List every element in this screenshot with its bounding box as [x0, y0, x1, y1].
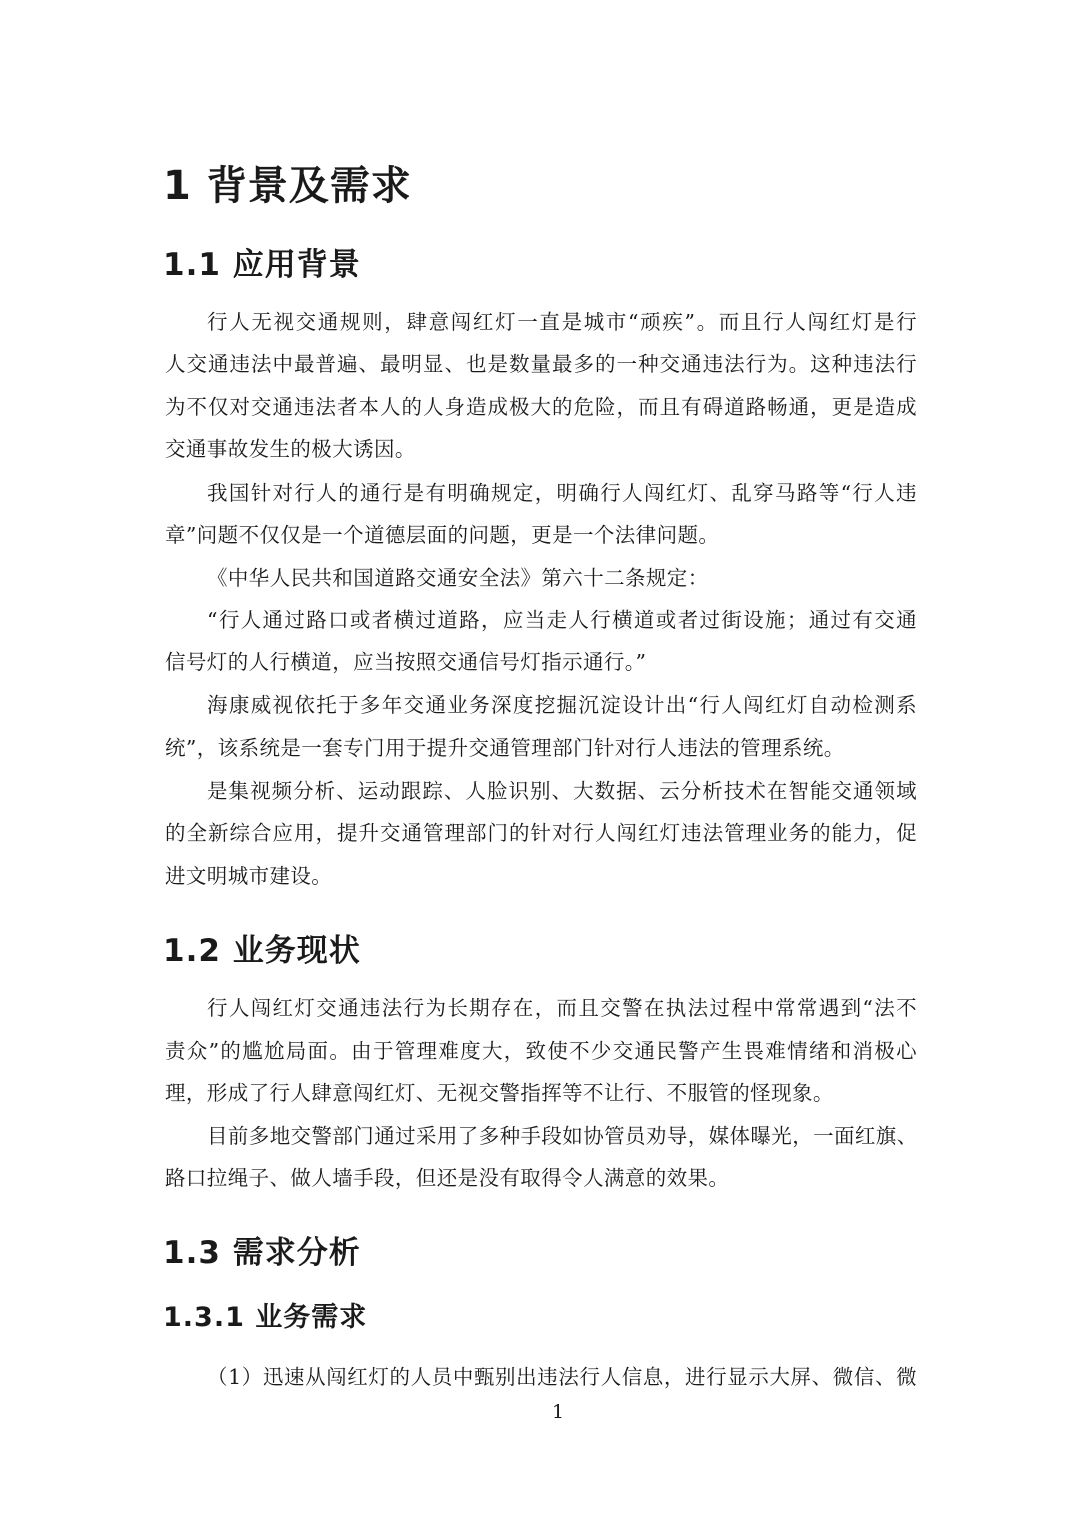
list-item: （1）迅速从闯红灯的人员中甄别出违法行人信息，进行显示大屏、微信、微 [207, 1365, 917, 1389]
heading-1: 1 背景及需求 [163, 163, 412, 209]
paragraph-line: 我国针对行人的通行是有明确规定，明确行人闯红灯、乱穿马路等“行人违 [207, 481, 917, 505]
paragraph-line: 统”，该系统是一套专门用于提升交通管理部门针对行人违法的管理系统。 [165, 736, 845, 760]
paragraph-line: 行人无视交通规则，肆意闯红灯一直是城市“顽疾”。而且行人闯红灯是行 [207, 310, 917, 334]
paragraph-line: 《中华人民共和国道路交通安全法》第六十二条规定： [207, 566, 709, 590]
paragraph-line: 信号灯的人行横道，应当按照交通信号灯指示通行。” [165, 650, 647, 674]
subsection-1-3-1-title: 1.3.1 业务需求 [163, 1302, 368, 1333]
paragraph-line: 行人闯红灯交通违法行为长期存在，而且交警在执法过程中常常遇到“法不 [207, 996, 917, 1020]
section-1-2-title: 1.2 业务现状 [163, 933, 361, 969]
paragraph-line: 的全新综合应用，提升交通管理部门的针对行人闯红灯违法管理业务的能力，促 [165, 821, 917, 845]
paragraph-line: 责众”的尴尬局面。由于管理难度大，致使不少交通民警产生畏难情绪和消极心 [165, 1039, 917, 1063]
paragraph-line: 是集视频分析、运动跟踪、人脸识别、大数据、云分析技术在智能交通领域 [207, 779, 917, 803]
paragraph-line: 章”问题不仅仅是一个道德层面的问题，更是一个法律问题。 [165, 523, 720, 547]
paragraph-line: 海康威视依托于多年交通业务深度挖掘沉淀设计出“行人闯红灯自动检测系 [207, 693, 917, 717]
section-1-1-title: 1.1 应用背景 [163, 247, 361, 283]
paragraph-line: 进文明城市建设。 [165, 864, 333, 888]
paragraph-line: “行人通过路口或者横过道路，应当走人行横道或者过街设施；通过有交通 [207, 608, 917, 632]
paragraph-line: 交通事故发生的极大诱因。 [165, 437, 416, 461]
page-number: 1 [552, 1401, 565, 1423]
paragraph-line: 人交通违法中最普遍、最明显、也是数量最多的一种交通违法行为。这种违法行 [165, 352, 917, 376]
paragraph-line: 为不仅对交通违法者本人的人身造成极大的危险，而且有碍道路畅通，更是造成 [165, 395, 917, 419]
section-1-3-title: 1.3 需求分析 [163, 1235, 361, 1271]
paragraph-line: 路口拉绳子、做人墙手段，但还是没有取得令人满意的效果。 [165, 1166, 730, 1190]
paragraph-line: 理，形成了行人肆意闯红灯、无视交警指挥等不让行、不服管的怪现象。 [165, 1081, 834, 1105]
paragraph-line: 目前多地交警部门通过采用了多种手段如协管员劝导，媒体曝光，一面红旗、 [207, 1124, 918, 1148]
